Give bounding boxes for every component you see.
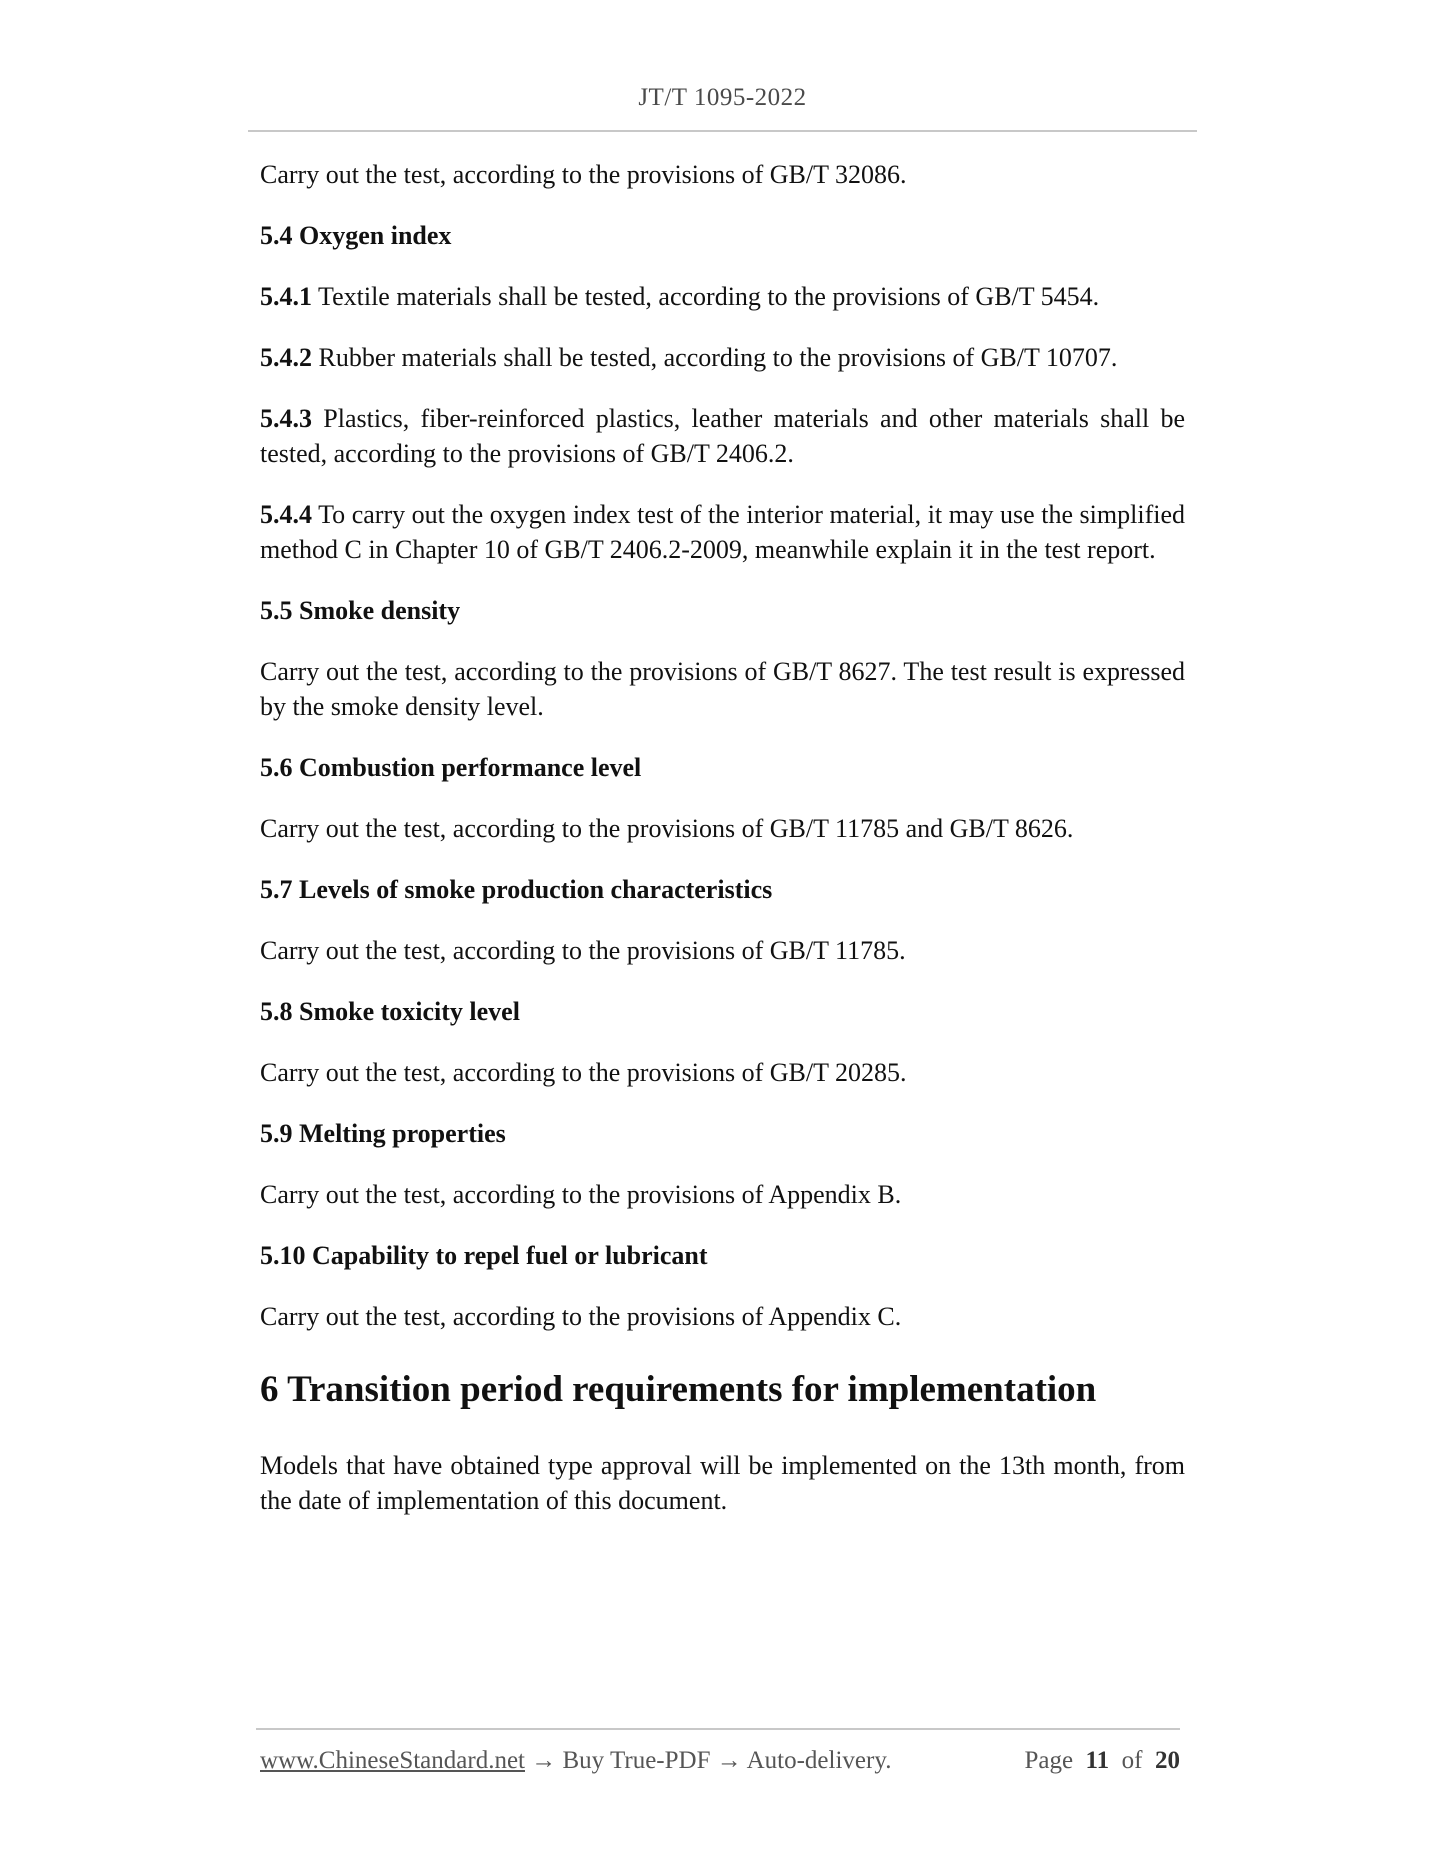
- clause-number: 5.4.1: [260, 282, 312, 311]
- heading-5-7: 5.7 Levels of smoke production characteristics: [260, 875, 773, 904]
- clause-number: 5.4.4: [260, 500, 312, 529]
- page-number: 11: [1085, 1747, 1110, 1774]
- heading-5-10: 5.10 Capability to repel fuel or lubricant: [260, 1241, 708, 1270]
- clause-5-4-3: [260, 401, 1185, 471]
- paragraph-5-8: Carry out the test, according to the provisions of GB/T 20285.: [260, 1058, 907, 1087]
- heading-5-8: 5.8 Smoke toxicity level: [260, 997, 520, 1026]
- footer-divider: [256, 1728, 1180, 1730]
- paragraph-5-7: Carry out the test, according to the provisions of GB/T 11785.: [260, 936, 906, 965]
- heading-5-4: 5.4 Oxygen index: [260, 221, 452, 250]
- site-link[interactable]: www.ChineseStandard.net: [260, 1747, 525, 1774]
- header-divider: [248, 130, 1197, 132]
- paragraph-5-10: Carry out the test, according to the provisions of Appendix C.: [260, 1302, 902, 1331]
- running-header: JT/T 1095-2022: [638, 84, 807, 111]
- heading-5-9: 5.9 Melting properties: [260, 1119, 506, 1148]
- page-label: Page: [1024, 1747, 1074, 1774]
- page-indicator: [1024, 1747, 1180, 1775]
- heading-6: 6 Transition period requirements for implementation: [260, 1369, 1097, 1410]
- footer-promo: [260, 1747, 891, 1775]
- paragraph-5-3: Carry out the test, according to the provisions of GB/T 32086.: [260, 160, 907, 189]
- paragraph-5-9: Carry out the test, according to the provisions of Appendix B.: [260, 1180, 902, 1209]
- clause-text: Textile materials shall be tested, according to the provisions of GB/T 5454.: [312, 282, 1100, 311]
- paragraph-5-6: Carry out the test, according to the provisions of GB/T 11785 and GB/T 8626.: [260, 814, 1074, 843]
- page-footer: [260, 1747, 1180, 1775]
- clause-5-4-1: [260, 279, 1185, 314]
- clause-text: Plastics, fiber-reinforced plastics, leather materials and other materials shall be tested, according to the provisions of GB/T 2406.2.: [260, 404, 1185, 468]
- clause-number: 5.4.2: [260, 343, 312, 372]
- heading-5-6: 5.6 Combustion performance level: [260, 753, 642, 782]
- total-pages: 20: [1155, 1747, 1180, 1774]
- page-content: [260, 157, 1185, 1544]
- footer-promo-text: → Buy True-PDF → Auto-delivery.: [525, 1747, 892, 1774]
- paragraph-5-5: Carry out the test, according to the provisions of GB/T 8627. The test result is expressed by the smoke density level.: [260, 657, 1185, 721]
- paragraph-6: Models that have obtained type approval will be implemented on the 13th month, from the date of implementation of this document.: [260, 1451, 1185, 1515]
- clause-text: Rubber materials shall be tested, according to the provisions of GB/T 10707.: [312, 343, 1118, 372]
- clause-number: 5.4.3: [260, 404, 312, 433]
- heading-5-5: 5.5 Smoke density: [260, 596, 461, 625]
- clause-5-4-2: [260, 340, 1185, 375]
- clause-5-4-4: [260, 497, 1185, 567]
- clause-text: To carry out the oxygen index test of the interior material, it may use the simplified method C in Chapter 10 of GB/T 2406.2-2009, meanwhile explain it in the test report.: [260, 500, 1185, 564]
- of-label: of: [1121, 1747, 1143, 1774]
